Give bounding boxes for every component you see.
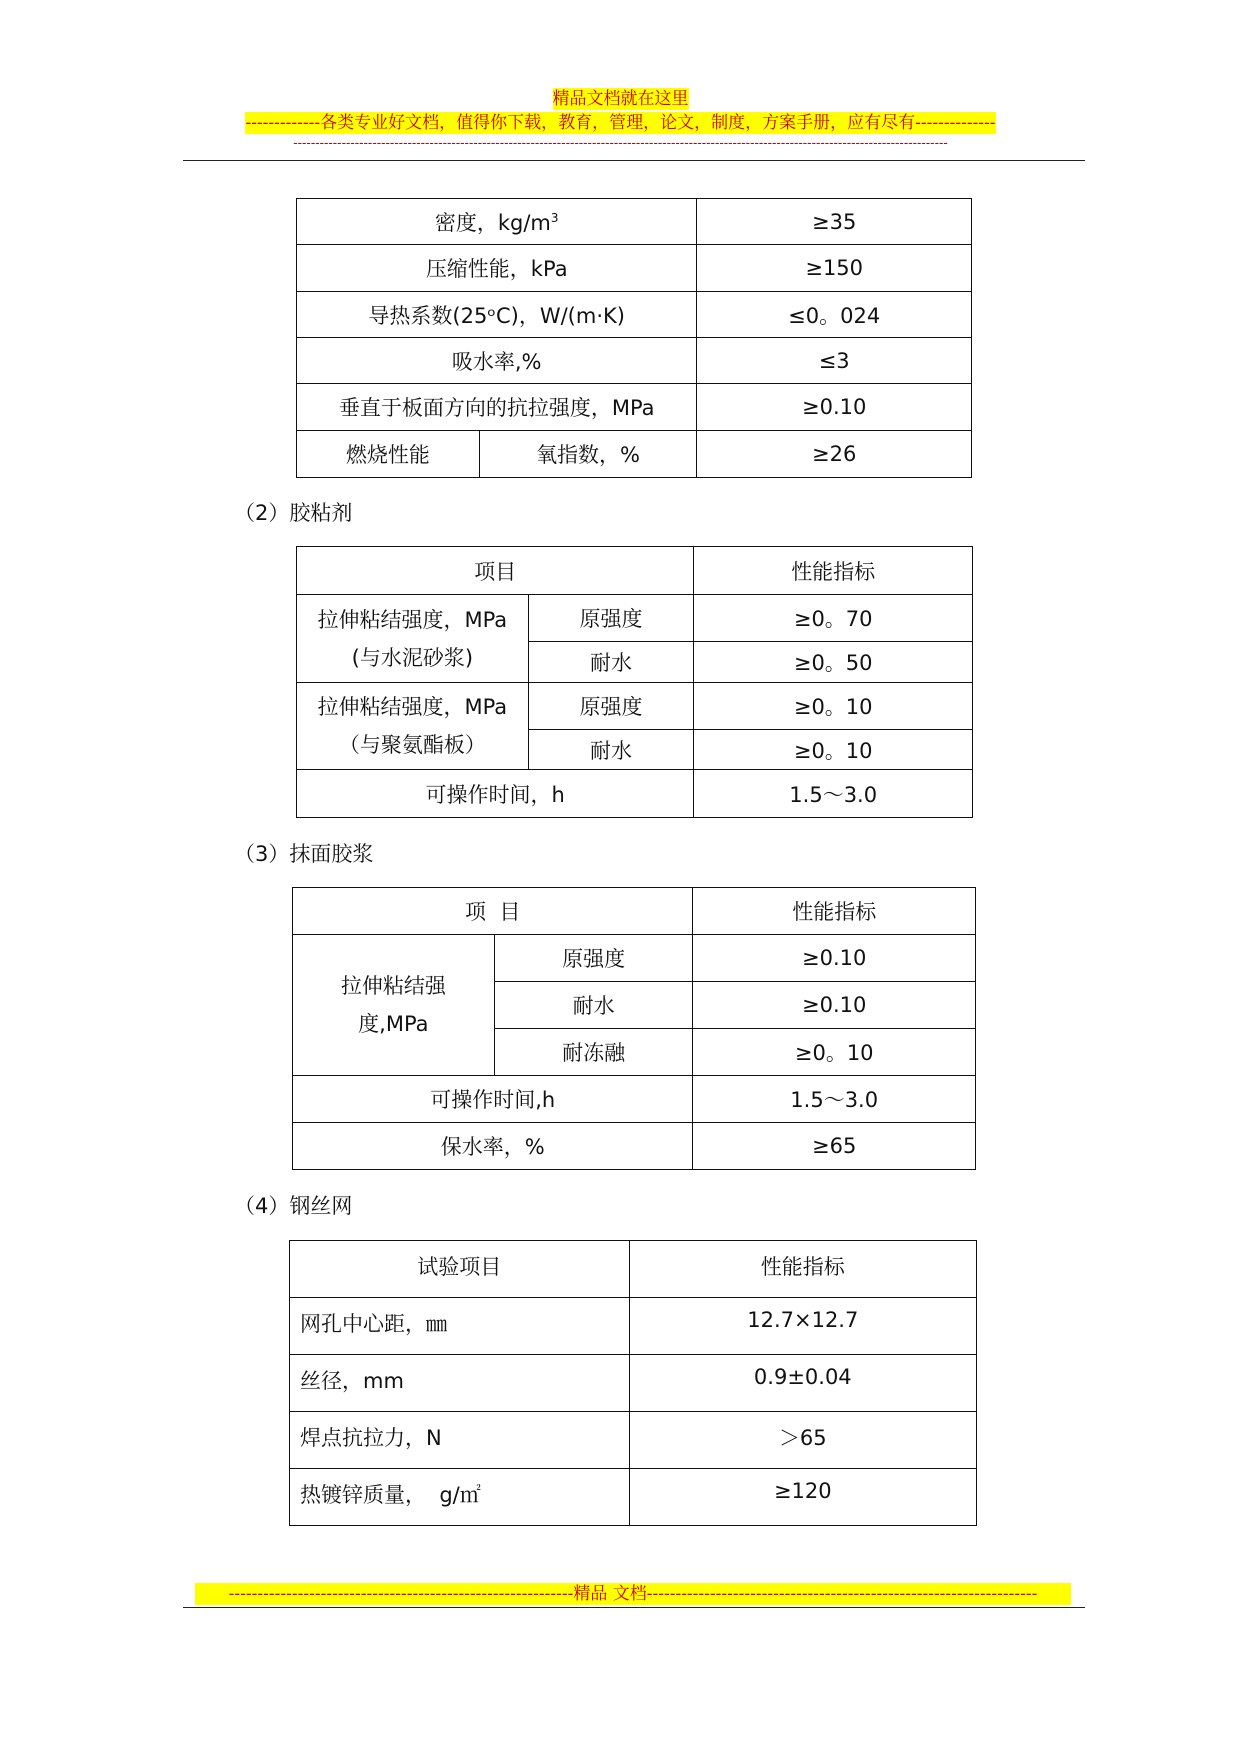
t1-value: ≥26: [697, 431, 972, 478]
t1-value: ≤3: [697, 338, 972, 384]
t2-sub: 耐水: [528, 730, 694, 770]
t3-head-item: 项 目: [293, 888, 693, 935]
t1-label: 压缩性能，kPa: [297, 245, 697, 292]
section-heading-plaster: （3）抹面胶浆: [234, 842, 374, 866]
t2-value: ≥0。70: [694, 595, 973, 642]
t2-value: ≥0。50: [694, 642, 973, 683]
t1-sub-label: 氧指数，%: [479, 431, 697, 478]
t2-value: ≥0。10: [694, 683, 973, 730]
t3-sub: 耐冻融: [494, 1029, 693, 1076]
t4-value: ≥120: [629, 1469, 976, 1526]
t1-label: 垂直于板面方向的抗拉强度，MPa: [297, 384, 697, 431]
t3-group-label: [293, 935, 495, 1076]
footer-rule: [183, 1607, 1085, 1608]
t4-label: 丝径，mm: [290, 1355, 630, 1412]
t2-group2-label: [297, 683, 529, 770]
t3-value: ≥0.10: [693, 935, 976, 982]
t1-value: ≥0.10: [697, 384, 972, 431]
t2-head-item: 项目: [297, 547, 694, 595]
t2-group1-line2: (与水泥砂浆): [351, 645, 474, 670]
t2-head-spec: 性能指标: [694, 547, 973, 595]
t2-sub: 原强度: [528, 595, 694, 642]
page-header: [0, 88, 1241, 151]
t4-value: 12.7×12.7: [629, 1298, 976, 1355]
t2-value: 1.5～3.0: [694, 770, 973, 818]
section-heading-adhesive: （2）胶粘剂: [234, 501, 353, 525]
t1-group-label: 燃烧性能: [297, 431, 480, 478]
page-footer: ------------------------------------------------------------精品 文档--------------------------------------------------------------------: [195, 1583, 1071, 1605]
t4-head-spec: 性能指标: [629, 1241, 976, 1298]
t3-value: ≥0。10: [693, 1029, 976, 1076]
t2-label: 可操作时间，h: [297, 770, 694, 818]
t4-label: 热镀锌质量， g/㎡: [290, 1469, 630, 1526]
t3-sub: 原强度: [494, 935, 693, 982]
t3-group-line2: 度,MPa: [358, 1012, 429, 1036]
plaster-table: [292, 887, 976, 1170]
t2-group1-line1: 拉伸粘结强度，MPa: [317, 607, 508, 632]
header-rule: [183, 160, 1085, 161]
t1-value: ≥150: [697, 245, 972, 292]
t4-value: 0.9±0.04: [629, 1355, 976, 1412]
foam-board-table: [296, 198, 972, 478]
t3-label: 可操作时间,h: [293, 1076, 693, 1123]
header-title: 精品文档就在这里: [552, 89, 689, 109]
t2-value: ≥0。10: [694, 730, 973, 770]
t1-label: 导热系数(25ᵒC)，W/(m·K): [297, 292, 697, 338]
t4-label: 网孔中心距，㎜: [290, 1298, 630, 1355]
header-subtitle: -------------各类专业好文档，值得你下载，教育，管理，论文，制度，方案手册，应有尽有--------------: [245, 113, 996, 133]
section-heading-wire-mesh: （4）钢丝网: [234, 1194, 353, 1218]
t4-value: ＞65: [629, 1412, 976, 1469]
t1-value: ≤0。024: [697, 292, 972, 338]
t1-label-density: 密度，$kg/m^3$: [297, 199, 697, 245]
t4-head-item: 试验项目: [290, 1241, 630, 1298]
t3-label: 保水率，%: [293, 1123, 693, 1170]
t3-sub: 耐水: [494, 982, 693, 1029]
t1-label: 吸水率,%: [297, 338, 697, 384]
t3-value: ≥0.10: [693, 982, 976, 1029]
t3-value: 1.5～3.0: [693, 1076, 976, 1123]
t3-head-spec: 性能指标: [693, 888, 976, 935]
header-dashes: -----------------------------------------------------------------------------------------------------------------------------------------------------: [293, 136, 948, 151]
t2-sub: 原强度: [528, 683, 694, 730]
wire-mesh-table: [289, 1240, 977, 1526]
t2-group1-label: [297, 595, 529, 683]
t2-group2-line2: （与聚氨酯板）: [338, 733, 486, 757]
t2-sub: 耐水: [528, 642, 694, 683]
t4-label: 焊点抗拉力，N: [290, 1412, 630, 1469]
t3-value: ≥65: [693, 1123, 976, 1170]
t3-group-line1: 拉伸粘结强: [340, 974, 446, 998]
adhesive-table: [296, 546, 973, 818]
t2-group2-line1: 拉伸粘结强度，MPa: [317, 695, 508, 719]
t1-value: ≥35: [697, 199, 972, 245]
